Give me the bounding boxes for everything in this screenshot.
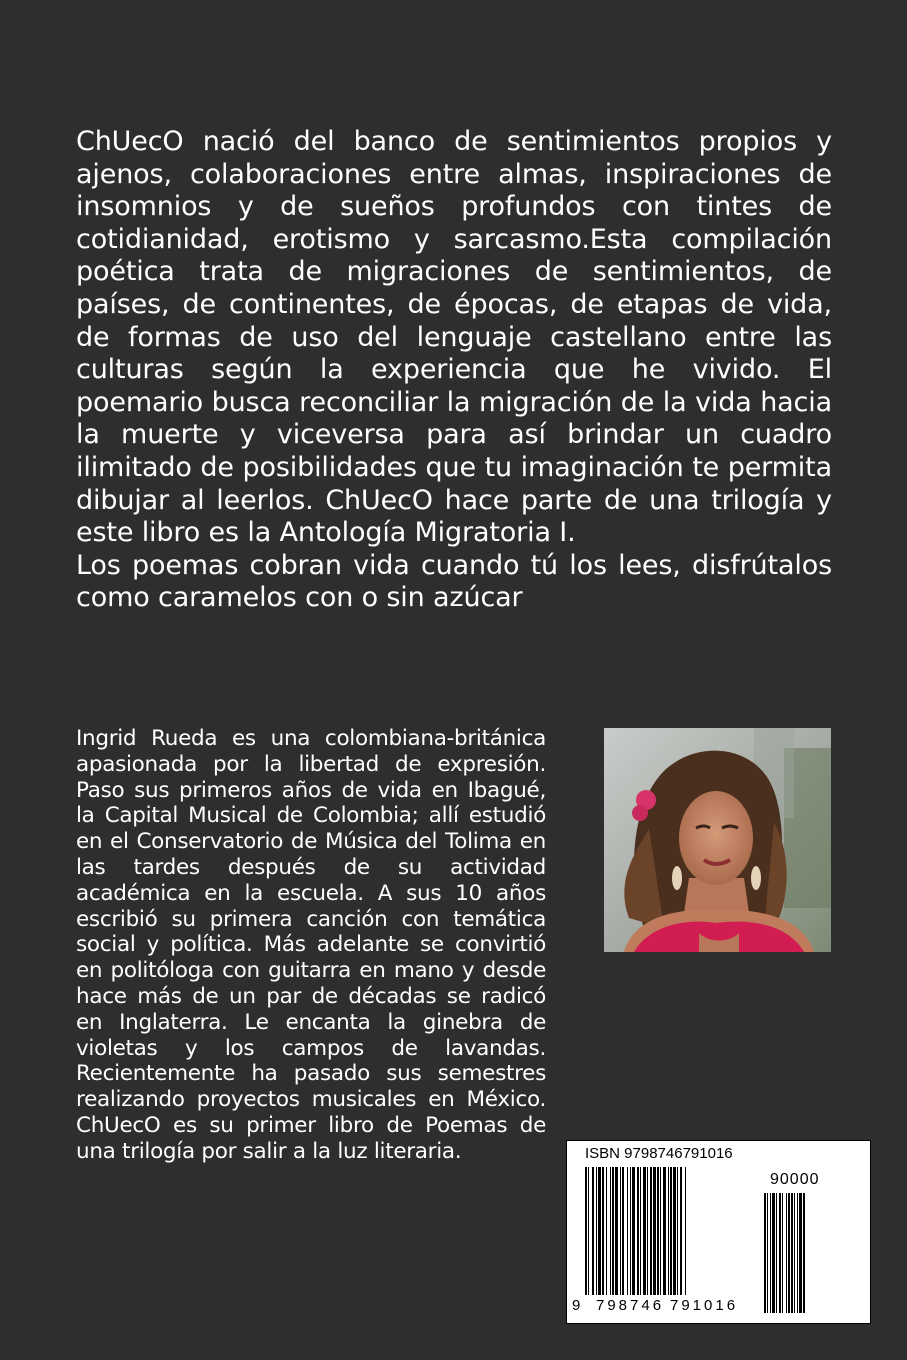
- isbn-barcode: [566, 1140, 871, 1324]
- author-portrait-image: [604, 728, 831, 952]
- blurb-paragraph-1: ChUecO nació del banco de sentimientos propios y ajenos, colaboraciones entre almas, inspiraciones de insomnios y de sueños profundos con tintes de cotidianidad, erotismo y sarcasmo.Esta compilación poética trata de migraciones de sentimientos, de países, de continentes, de épocas, de etapas de vida, de formas de uso del lenguaje castellano entre las culturas según la experiencia que he vivido. El poemario busca reconciliar la migración de la vida hacia la muerte y viceversa para así brindar un cuadro ilimitado de posibilidades que tu imaginación te permita dibujar al leerlos. ChUecO hace parte de una trilogía y este libro es la Antología Migratoria I.: [76, 126, 832, 549]
- blurb-paragraph-2: Los poemas cobran vida cuando tú los lees, disfrútalos como caramelos con o sin azúcar: [76, 549, 832, 614]
- barcode-digits-left: 798746: [596, 1297, 665, 1314]
- author-bio-text: Ingrid Rueda es una colombiana-británica apasionada por la libertad de expresión. Paso sus primeros años de vida en Ibagué, la Capital Musical de Colombia; allí estudió en el Conservatorio de Música del Tolima en las tardes después de su actividad académica en la escuela. A sus 10 años escribió su primera canción con temática social y política. Más adelante se convirtió en politóloga con guitarra en mano y desde hace más de un par de décadas se radicó en Inglaterra. Le encanta la ginebra de violetas y los campos de lavandas. Recientemente ha pasado sus semestres realizando proyectos musicales en México. ChUecO es su primer libro de Poemas de una trilogía por salir a la luz literaria.: [76, 726, 546, 1164]
- isbn-number: ISBN 9798746791016: [585, 1145, 733, 1162]
- back-cover-blurb: [76, 126, 832, 615]
- price-code: 90000: [770, 1171, 820, 1188]
- author-photo: [604, 728, 831, 952]
- barcode-digit-prefix: 9: [572, 1297, 581, 1314]
- barcode-digits-right: 791016: [670, 1297, 739, 1314]
- author-bio: [76, 726, 546, 1165]
- barcode-bars: [567, 1141, 870, 1323]
